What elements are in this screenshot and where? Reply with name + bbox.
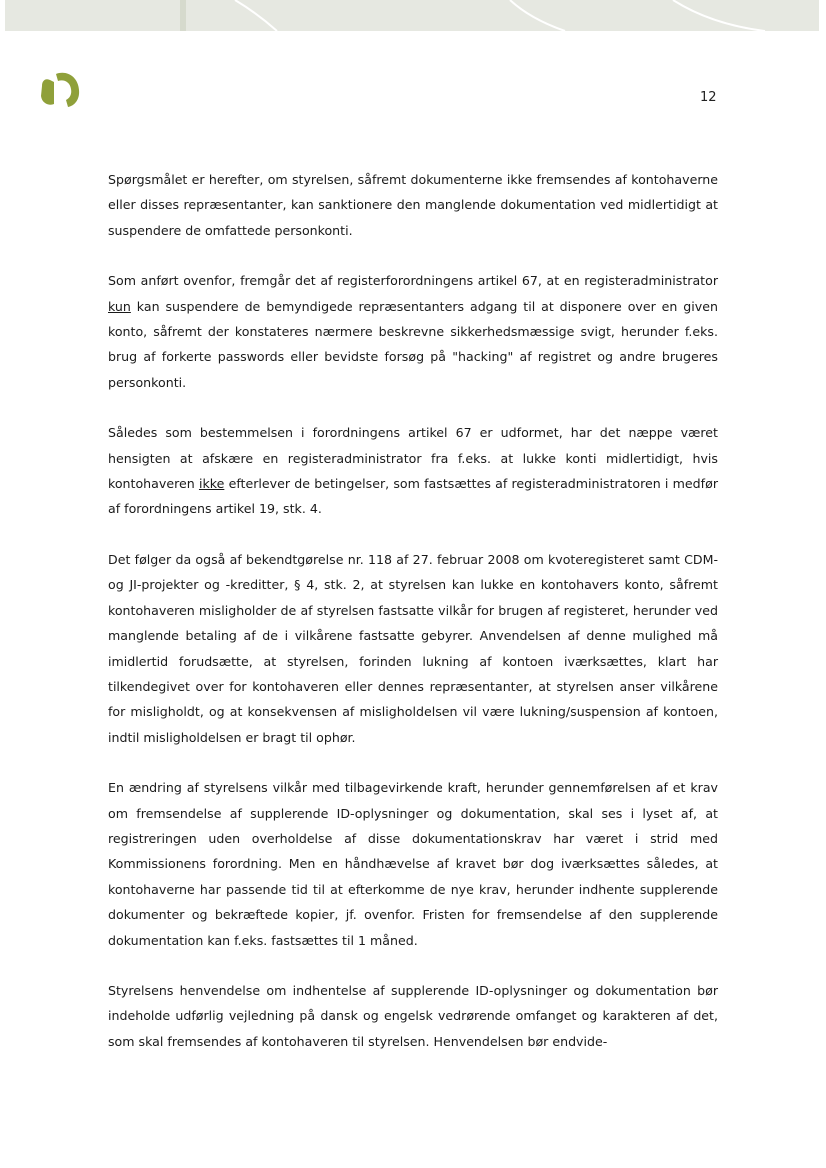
underlined-text: kun xyxy=(108,298,131,314)
paragraph xyxy=(108,978,718,1054)
paragraph-text: efterlever de betingelser, som fastsættes af registeradministratoren i medfør af forordningens artikel 19, stk. 4. xyxy=(108,476,718,517)
header-band xyxy=(5,0,819,31)
paragraph-text: Styrelsens henvendelse om indhentelse af supplerende ID-oplysninger og dokumentation bør indeholde udførlig vejledning på dansk og engelsk vedrørende omfanget og karakteren af det, som skal fremsendes af kontohaveren til styrelsen. Henvendelsen bør endvide- xyxy=(108,982,718,1049)
paragraph xyxy=(108,775,718,953)
paragraph-text: Spørgsmålet er herefter, om styrelsen, såfremt dokumenterne ikke fremsendes af kontohaverne eller disses repræsentanter, kan sanktionere den manglende dokumentation ved midlertidigt at suspendere de omfattede personkonti. xyxy=(108,172,718,238)
paragraph xyxy=(108,547,718,750)
paragraph xyxy=(108,420,718,522)
paragraph xyxy=(108,167,718,243)
paragraph-text: Som anført ovenfor, fremgår det af registerforordningens artikel 67, at en registeradministrator xyxy=(108,273,718,289)
paragraph xyxy=(108,268,718,395)
logo-mark-icon xyxy=(38,70,82,110)
logo xyxy=(38,70,82,110)
paragraph-text: kan suspendere de bemyndigede repræsentanters adgang til at disponere over en given konto, såfremt der konstateres nærmere beskrevne sikkerhedsmæssige svigt, herunder f.eks. brug af forkerte passwords eller bevidste forsøg på "hacking" af registret og andre brugeres personkonti. xyxy=(108,298,718,390)
underlined-text: ikke xyxy=(198,476,225,492)
paragraph-text: Således som bestemmelsen i forordningens artikel 67 er udformet, har det næppe været hensigten at afskære en registeradministrator fra f.eks. at lukke konti midlertidigt, hvis kontohaveren xyxy=(108,425,718,492)
paragraph-text: Det følger da også af bekendtgørelse nr. 118 af 27. februar 2008 om kvoteregisteret samt CDM- og JI-projekter og -kreditter, § 4, stk. 2, at styrelsen kan lukke en kontohavers konto, såfremt kontohaveren misligholder de af styrelsen fastsatte vilkår for brugen af registeret, herunder ved manglende betaling af de i vilkårene fastsatte gebyrer. Anvendelsen af denne mulighed må imidlertid forudsætte, at styrelsen, forinden lukning af kontoen iværksættes, klart har tilkendegivet over for kontohaveren eller dennes repræsentanter, at styrelsen anser vilkårene for misligholdt, og at konsekvensen af misligholdelsen vil være lukning/suspension af kontoen, indtil misligholdelsen er bragt til ophør. xyxy=(108,551,718,745)
page-number: 12 xyxy=(700,90,717,105)
document-body xyxy=(108,167,718,1054)
header-band-decoration xyxy=(5,0,819,31)
paragraph-text: En ændring af styrelsens vilkår med tilbagevirkende kraft, herunder gennemførelsen af et krav om fremsendelse af supplerende ID-oplysninger og dokumentation, skal ses i lyset af, at registreringen uden overholdelse af disse dokumentationskrav har været i strid med Kommissionens forordning. Men en håndhævelse af kravet bør dog iværksættes således, at kontohaverne har passende tid til at efterkomme de nye krav, herunder indhente supplerende dokumenter og bekræftede kopier, jf. ovenfor. Fristen for fremsendelse af den supplerende dokumentation kan f.eks. fastsættes til 1 måned. xyxy=(108,780,718,948)
